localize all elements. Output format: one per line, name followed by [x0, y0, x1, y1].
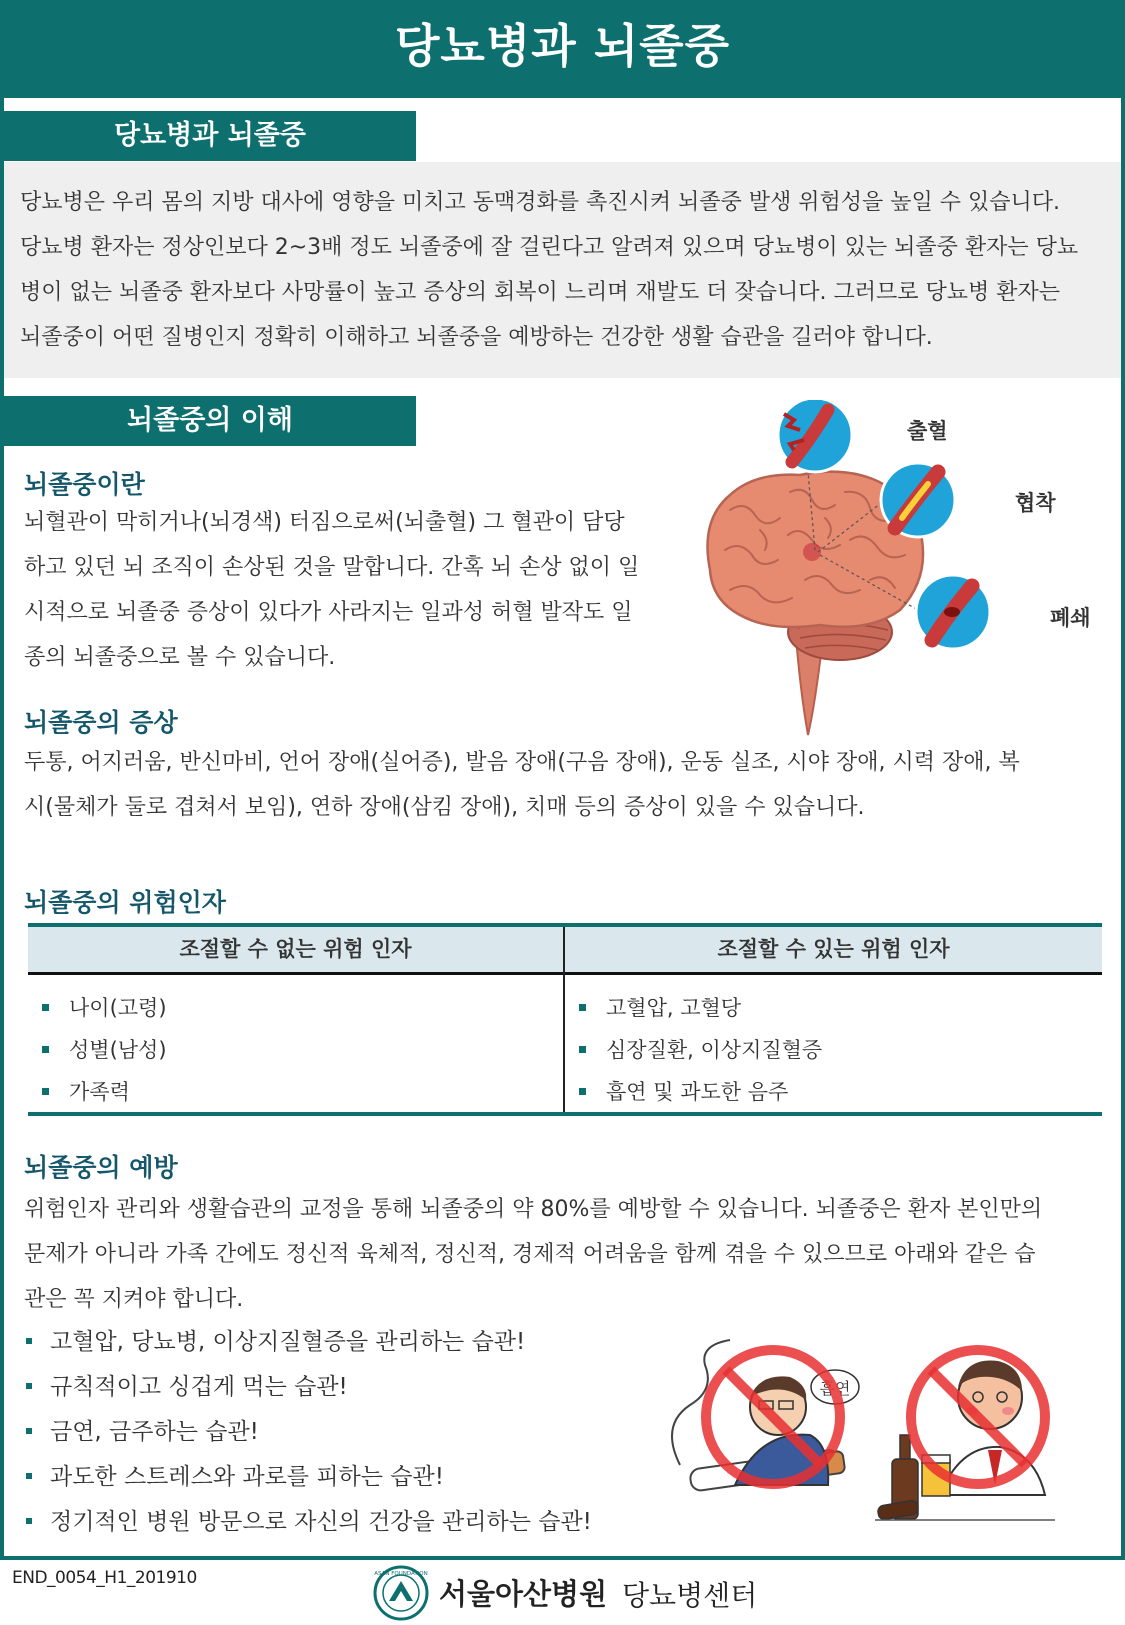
paragraph-line: 하고 있던 뇌 조직이 손상된 것을 말합니다. 간혹 뇌 손상 없이 일 [24, 555, 640, 580]
label-hemorrhage: 출혈 [907, 419, 948, 443]
label-stenosis: 협착 [1015, 491, 1056, 515]
uncontrollable-risk-list [28, 987, 167, 1113]
bullet-icon [579, 1046, 586, 1053]
prevention-paragraph [24, 1187, 1042, 1322]
intro-box [4, 162, 1121, 378]
bullet-icon [26, 1473, 32, 1479]
list-item: 금연, 금주하는 습관! [24, 1410, 592, 1455]
paragraph-line: 뇌혈관이 막히거나(뇌경색) 터짐으로써(뇌출혈) 그 혈관이 담당 [24, 510, 625, 535]
frame-bottom-border [0, 1556, 1125, 1560]
intro-line: 뇌졸중이 어떤 질병인지 정확히 이해하고 뇌졸중을 예방하는 건강한 생활 습관을 길러야 합니다. [20, 325, 933, 350]
risk-header-controllable: 조절할 수 있는 위험 인자 [717, 937, 950, 961]
paragraph-line: 관은 꼭 지켜야 합니다. [24, 1287, 244, 1312]
section-tab-diabetes-stroke: 당뇨병과 뇌졸중 [4, 111, 416, 161]
bullet-icon [26, 1428, 32, 1434]
page-title: 당뇨병과 뇌졸중 [0, 0, 1125, 98]
list-item: 고혈압, 당뇨병, 이상지질혈증을 관리하는 습관! [24, 1320, 592, 1365]
bullet-icon [42, 1088, 49, 1095]
hospital-name: 서울아산병원 [439, 1577, 608, 1611]
risk-table-header [28, 927, 1102, 975]
asan-foundation-logo-icon [373, 1565, 429, 1621]
list-item: 흡연 및 과도한 음주 [565, 1071, 822, 1113]
paragraph-line: 시적으로 뇌졸중 증상이 있다가 사라지는 일과성 허혈 발작도 일 [24, 600, 633, 625]
intro-line: 당뇨병 환자는 정상인보다 2~3배 정도 뇌졸중에 잘 걸린다고 알려져 있으며 당뇨병이 있는 뇌졸중 환자는 당뇨 [20, 235, 1079, 260]
list-item: 가족력 [28, 1071, 167, 1113]
bullet-icon [579, 1088, 586, 1095]
section-tab-understanding: 뇌졸중의 이해 [4, 396, 416, 446]
bullet-icon [26, 1383, 32, 1389]
center-name: 당뇨병센터 [622, 1579, 758, 1612]
label-occlusion: 폐쇄 [1050, 606, 1091, 630]
no-smoking-no-drinking-illustration [660, 1335, 1090, 1535]
paragraph-line: 위험인자 관리와 생활습관의 교정을 통해 뇌졸중의 약 80%를 예방할 수 있습니다. 뇌졸중은 환자 본인만의 [24, 1197, 1043, 1222]
bullet-icon [42, 1046, 49, 1053]
bullet-icon [26, 1338, 32, 1344]
subhead-prevention: 뇌졸중의 예방 [24, 1153, 178, 1182]
intro-line: 병이 없는 뇌졸중 환자보다 사망률이 높고 증상의 회복이 느리며 재발도 더 잦습니다. 그러므로 당뇨병 환자는 [20, 280, 1060, 305]
subhead-what-is-stroke: 뇌졸중이란 [24, 470, 145, 499]
frame-right-border [1121, 0, 1125, 1560]
symptoms-paragraph [24, 740, 1020, 830]
bullet-icon [579, 1004, 586, 1011]
paragraph-line: 종의 뇌졸중으로 볼 수 있습니다. [24, 645, 336, 670]
intro-line: 당뇨병은 우리 몸의 지방 대사에 영향을 미치고 동맥경화를 촉진시켜 뇌졸중 발생 위험성을 높일 수 있습니다. [20, 190, 1060, 215]
subhead-risk-factors: 뇌졸중의 위험인자 [24, 888, 226, 917]
paragraph-line: 시(물체가 둘로 겹쳐서 보임), 연하 장애(삼킴 장애), 치매 등의 증상이 있을 수 있습니다. [24, 795, 865, 820]
paragraph-line: 두통, 어지러움, 반신마비, 언어 장애(실어증), 발음 장애(구음 장애), 운동 실조, 시야 장애, 시력 장애, 복 [24, 750, 1020, 775]
risk-factor-table [28, 923, 1102, 1116]
bottle-icon [877, 1435, 919, 1520]
list-item: 성별(남성) [28, 1029, 167, 1071]
paragraph-line: 문제가 아니라 가족 간에도 정신적 육체적, 정신적, 경제적 어려움을 함께 겪을 수 있으므로 아래와 같은 습 [24, 1242, 1036, 1267]
what-is-stroke-paragraph [24, 500, 639, 680]
bullet-icon [42, 1004, 49, 1011]
brain-illustration [700, 400, 1115, 745]
list-item: 정기적인 병원 방문으로 자신의 건강을 관리하는 습관! [24, 1500, 592, 1545]
svg-text:ASAN FOUNDATION: ASAN FOUNDATION [374, 1571, 428, 1577]
list-item: 심장질환, 이상지질혈증 [565, 1029, 822, 1071]
list-item: 나이(고령) [28, 987, 167, 1029]
bullet-icon [26, 1518, 32, 1524]
risk-header-uncontrollable: 조절할 수 없는 위험 인자 [179, 937, 412, 961]
controllable-risk-list [565, 987, 822, 1113]
document-code: END_0054_H1_201910 [12, 1568, 197, 1588]
subhead-symptoms: 뇌졸중의 증상 [24, 708, 178, 737]
svg-text:흡연: 흡연 [819, 1379, 851, 1398]
smoke-icon [672, 1340, 730, 1465]
prevention-habit-list [24, 1320, 592, 1545]
list-item: 과도한 스트레스와 과로를 피하는 습관! [24, 1455, 592, 1500]
list-item: 고혈압, 고혈당 [565, 987, 822, 1029]
list-item: 규칙적이고 싱겁게 먹는 습관! [24, 1365, 592, 1410]
